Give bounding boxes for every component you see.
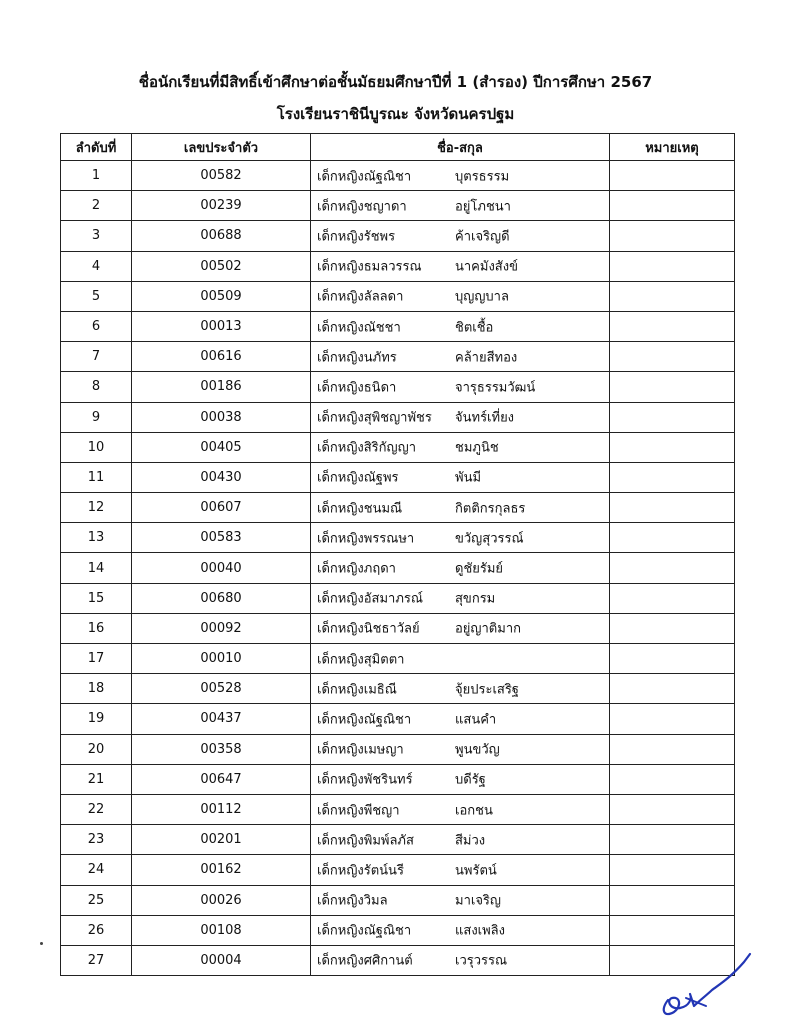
table-row — [61, 523, 735, 553]
remarks-cell — [610, 734, 735, 764]
student-roster-table — [60, 133, 735, 976]
first-name: เด็กหญิงธมลวรรณ — [317, 259, 422, 275]
first-name: เด็กหญิงชญาดา — [317, 199, 407, 215]
remarks-cell — [610, 523, 735, 553]
remarks-cell — [610, 825, 735, 855]
table-row — [61, 825, 735, 855]
order-number-cell: 3 — [61, 221, 132, 251]
first-name: เด็กหญิงณัชชา — [317, 320, 401, 336]
full-name-cell — [311, 493, 610, 523]
school-subtitle: โรงเรียนราชินีบูรณะ จังหวัดนครปฐม — [276, 105, 515, 123]
table-row — [61, 493, 735, 523]
remarks-cell — [610, 764, 735, 794]
last-name: บดีรัฐ — [455, 772, 486, 788]
student-id-cell: 00528 — [132, 674, 311, 704]
student-id-cell: 00010 — [132, 644, 311, 674]
full-name-cell — [311, 161, 610, 191]
first-name: เด็กหญิงณัฐพร — [317, 470, 399, 486]
full-name-cell — [311, 674, 610, 704]
full-name-cell — [311, 402, 610, 432]
full-name-cell — [311, 915, 610, 945]
full-name-cell — [311, 191, 610, 221]
remarks-cell — [610, 281, 735, 311]
full-name-cell — [311, 281, 610, 311]
last-name: จุ้ยประเสริฐ — [455, 682, 519, 698]
header-student-id: เลขประจำตัว — [132, 134, 311, 161]
last-name: ค้าเจริญดี — [455, 229, 510, 245]
table-row — [61, 734, 735, 764]
order-number-cell: 11 — [61, 462, 132, 492]
last-name: ดูชัยรัมย์ — [455, 561, 504, 577]
remarks-cell — [610, 794, 735, 824]
first-name: เด็กหญิงพรรณษา — [317, 531, 415, 547]
table-row — [61, 432, 735, 462]
table-row — [61, 311, 735, 341]
first-name: เด็กหญิงนิชธาวัลย์ — [317, 621, 420, 637]
first-name: เด็กหญิงภฤดา — [317, 561, 396, 577]
header-full-name: ชื่อ-สกุล — [311, 134, 610, 161]
student-id-cell: 00162 — [132, 855, 311, 885]
full-name-cell — [311, 221, 610, 251]
student-id-cell: 00026 — [132, 885, 311, 915]
table-row — [61, 704, 735, 734]
student-id-cell: 00112 — [132, 794, 311, 824]
document-title: ชื่อนักเรียนที่มีสิทธิ์เข้าศึกษาต่อชั้นมัธยมศึกษาปีที่ 1 (สำรอง) ปีการศึกษา 2567 — [138, 73, 653, 91]
table-row — [61, 945, 735, 975]
header-row — [61, 134, 735, 161]
table-row — [61, 191, 735, 221]
order-number-cell: 24 — [61, 855, 132, 885]
first-name: เด็กหญิงเมธิณี — [317, 682, 397, 698]
full-name-cell — [311, 794, 610, 824]
first-name: เด็กหญิงชนมณี — [317, 501, 403, 517]
student-id-cell: 00239 — [132, 191, 311, 221]
remarks-cell — [610, 674, 735, 704]
remarks-cell — [610, 462, 735, 492]
remarks-cell — [610, 493, 735, 523]
table-row — [61, 613, 735, 643]
full-name-cell — [311, 311, 610, 341]
first-name: เด็กหญิงณัฐณิชา — [317, 923, 412, 939]
full-name-cell — [311, 764, 610, 794]
student-id-cell: 00437 — [132, 704, 311, 734]
first-name: เด็กหญิงรัชพร — [317, 229, 396, 245]
last-name: มาเจริญ — [455, 893, 501, 909]
order-number-cell: 25 — [61, 885, 132, 915]
handwritten-signature — [650, 940, 760, 1020]
table-row — [61, 764, 735, 794]
last-name: ชิตเชื้อ — [455, 320, 494, 336]
first-name: เด็กหญิงสุมิตตา — [317, 652, 405, 668]
order-number-cell: 16 — [61, 613, 132, 643]
student-id-cell: 00038 — [132, 402, 311, 432]
table-row — [61, 161, 735, 191]
first-name: เด็กหญิงศศิกานต์ — [317, 953, 413, 969]
remarks-cell — [610, 432, 735, 462]
student-id-cell: 00201 — [132, 825, 311, 855]
last-name: อยู่ญาติมาก — [455, 621, 521, 637]
first-name: เด็กหญิงพัชรินทร์ — [317, 772, 413, 788]
last-name: แสงเพลิง — [455, 923, 505, 939]
full-name-cell — [311, 734, 610, 764]
last-name: แสนคำ — [455, 712, 497, 728]
full-name-cell — [311, 251, 610, 281]
remarks-cell — [610, 583, 735, 613]
student-id-cell: 00647 — [132, 764, 311, 794]
last-name: นพรัตน์ — [455, 863, 497, 879]
full-name-cell — [311, 613, 610, 643]
remarks-cell — [610, 342, 735, 372]
last-name: จันทร์เที่ยง — [455, 410, 515, 426]
remarks-cell — [610, 704, 735, 734]
student-id-cell: 00502 — [132, 251, 311, 281]
table-header — [61, 134, 735, 161]
full-name-cell — [311, 704, 610, 734]
remarks-cell — [610, 644, 735, 674]
student-id-cell: 00405 — [132, 432, 311, 462]
remarks-cell — [610, 311, 735, 341]
table-row — [61, 915, 735, 945]
remarks-cell — [610, 613, 735, 643]
student-id-cell: 00004 — [132, 945, 311, 975]
full-name-cell — [311, 553, 610, 583]
first-name: เด็กหญิงเมษญา — [317, 742, 404, 758]
remarks-cell — [610, 553, 735, 583]
student-id-cell: 00607 — [132, 493, 311, 523]
table-row — [61, 221, 735, 251]
first-name: เด็กหญิงสุพิชญาพัชร — [317, 410, 432, 426]
last-name: พูนขวัญ — [455, 742, 500, 758]
first-name: เด็กหญิงพีชญา — [317, 803, 400, 819]
order-number-cell: 26 — [61, 915, 132, 945]
full-name-cell — [311, 523, 610, 553]
student-id-cell: 00688 — [132, 221, 311, 251]
order-number-cell: 14 — [61, 553, 132, 583]
first-name: เด็กหญิงรัตน์นรี — [317, 863, 404, 879]
last-name: พันมี — [455, 470, 482, 486]
last-name: อยู่โภชนา — [455, 199, 511, 215]
order-number-cell: 8 — [61, 372, 132, 402]
last-name: ขวัญสุวรรณ์ — [455, 531, 524, 547]
table-row — [61, 885, 735, 915]
order-number-cell: 13 — [61, 523, 132, 553]
table-row — [61, 674, 735, 704]
first-name: เด็กหญิงณัฐณิชา — [317, 712, 412, 728]
remarks-cell — [610, 885, 735, 915]
student-id-cell: 00040 — [132, 553, 311, 583]
table-row — [61, 402, 735, 432]
student-id-cell: 00509 — [132, 281, 311, 311]
full-name-cell — [311, 644, 610, 674]
student-id-cell: 00092 — [132, 613, 311, 643]
order-number-cell: 22 — [61, 794, 132, 824]
table-row — [61, 794, 735, 824]
last-name: กิตติกรกุลธร — [455, 501, 526, 517]
first-name: เด็กหญิงพิมพ์ลภัส — [317, 833, 414, 849]
order-number-cell: 10 — [61, 432, 132, 462]
order-number-cell: 12 — [61, 493, 132, 523]
order-number-cell: 18 — [61, 674, 132, 704]
table-row — [61, 644, 735, 674]
order-number-cell: 17 — [61, 644, 132, 674]
last-name: บุญญบาล — [455, 289, 509, 305]
order-number-cell: 7 — [61, 342, 132, 372]
student-id-cell: 00013 — [132, 311, 311, 341]
order-number-cell: 6 — [61, 311, 132, 341]
order-number-cell: 23 — [61, 825, 132, 855]
remarks-cell — [610, 221, 735, 251]
student-id-cell: 00616 — [132, 342, 311, 372]
order-number-cell: 5 — [61, 281, 132, 311]
student-id-cell: 00108 — [132, 915, 311, 945]
last-name: ชมภูนิช — [455, 440, 499, 456]
order-number-cell: 21 — [61, 764, 132, 794]
student-id-cell: 00583 — [132, 523, 311, 553]
last-name: นาคมังสังข์ — [455, 259, 518, 275]
order-number-cell: 1 — [61, 161, 132, 191]
order-number-cell: 4 — [61, 251, 132, 281]
order-number-cell: 2 — [61, 191, 132, 221]
order-number-cell: 20 — [61, 734, 132, 764]
table-body — [61, 161, 735, 976]
table-row — [61, 342, 735, 372]
first-name: เด็กหญิงลัลลดา — [317, 289, 404, 305]
last-name: สีม่วง — [455, 833, 486, 849]
first-name: เด็กหญิงณัฐณิชา — [317, 169, 412, 185]
full-name-cell — [311, 342, 610, 372]
remarks-cell — [610, 372, 735, 402]
first-name: เด็กหญิงสิริกัญญา — [317, 440, 416, 456]
order-number-cell: 19 — [61, 704, 132, 734]
remarks-cell — [610, 161, 735, 191]
table-row — [61, 855, 735, 885]
order-number-cell: 15 — [61, 583, 132, 613]
first-name: เด็กหญิงนภัทร — [317, 350, 397, 366]
header-remarks: หมายเหตุ — [610, 134, 735, 161]
order-number-cell: 9 — [61, 402, 132, 432]
table-row — [61, 553, 735, 583]
table-row — [61, 372, 735, 402]
full-name-cell — [311, 583, 610, 613]
student-id-cell: 00186 — [132, 372, 311, 402]
full-name-cell — [311, 372, 610, 402]
table-row — [61, 281, 735, 311]
scan-speck — [40, 942, 43, 945]
full-name-cell — [311, 945, 610, 975]
student-id-cell: 00680 — [132, 583, 311, 613]
remarks-cell — [610, 402, 735, 432]
last-name: เวรุวรรณ — [455, 953, 508, 969]
last-name: คล้ายสีทอง — [455, 350, 518, 366]
remarks-cell — [610, 191, 735, 221]
table-row — [61, 583, 735, 613]
full-name-cell — [311, 432, 610, 462]
table-row — [61, 462, 735, 492]
last-name: สุขกรม — [455, 591, 496, 607]
table-row — [61, 251, 735, 281]
remarks-cell — [610, 855, 735, 885]
full-name-cell — [311, 885, 610, 915]
full-name-cell — [311, 462, 610, 492]
header-order-number: ลำดับที่ — [61, 134, 132, 161]
first-name: เด็กหญิงธนิดา — [317, 380, 397, 396]
full-name-cell — [311, 855, 610, 885]
first-name: เด็กหญิงวิมล — [317, 893, 388, 909]
student-id-cell: 00582 — [132, 161, 311, 191]
first-name: เด็กหญิงอัสมาภรณ์ — [317, 591, 423, 607]
full-name-cell — [311, 825, 610, 855]
student-id-cell: 00358 — [132, 734, 311, 764]
remarks-cell — [610, 251, 735, 281]
last-name: เอกชน — [455, 803, 493, 819]
student-id-cell: 00430 — [132, 462, 311, 492]
last-name: บุตรธรรม — [455, 169, 510, 185]
order-number-cell: 27 — [61, 945, 132, 975]
last-name: จารุธรรมวัฒน์ — [455, 380, 536, 396]
